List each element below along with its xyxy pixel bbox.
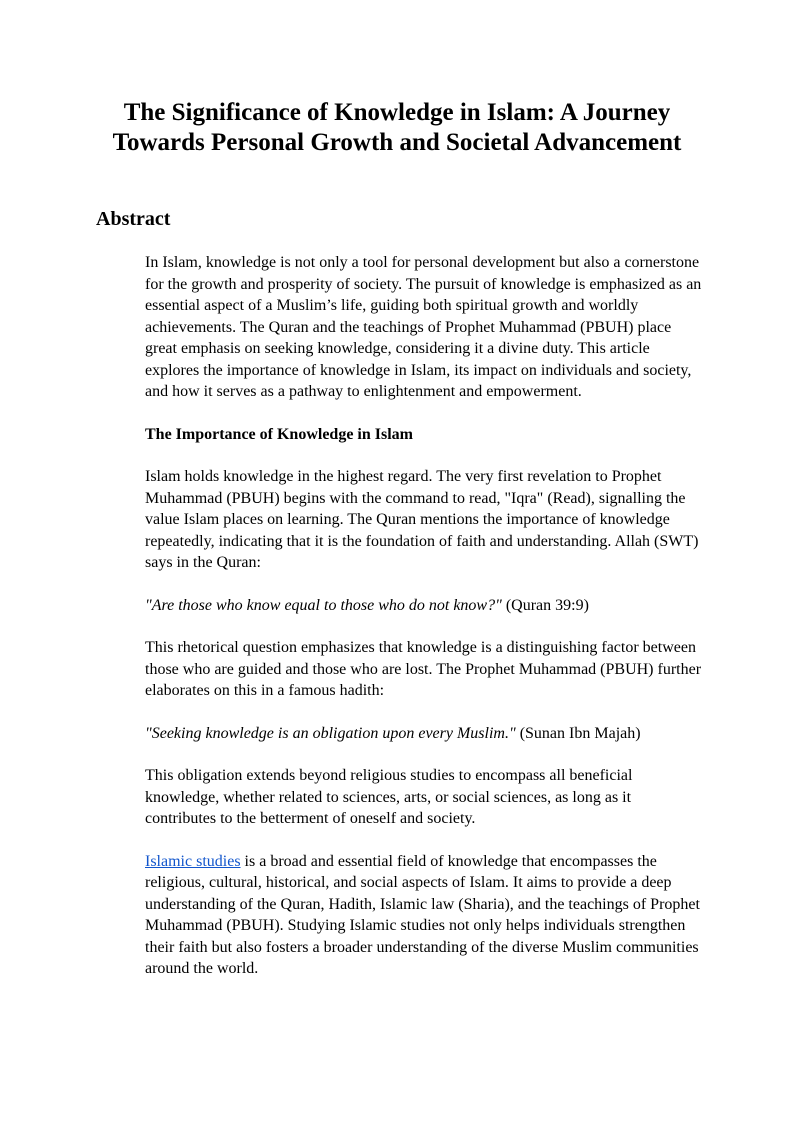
section-heading: The Importance of Knowledge in Islam bbox=[145, 425, 413, 443]
abstract-paragraph: In Islam, knowledge is not only a tool for personal development but also a cornerstone for the growth and prosperity of society. The pursuit of knowledge is emphasized as an essential aspect of a Muslim’s life, guiding both spiritual growth and worldly achievements. The Quran and the teachings of Prophet Muhammad (PBUH) place great emphasis on seeking knowledge, considering it a divine duty. This article explores the importance of knowledge in Islam, its impact on individuals and society, and how it serves as a pathway to enlightenment and empowerment. bbox=[145, 254, 702, 400]
quote-1-source: (Quran 39:9) bbox=[501, 596, 589, 614]
body-paragraph-1: Islam holds knowledge in the highest regard. The very first revelation to Prophet Muhammad (PBUH) begins with the command to read, "Iqra" (Read), signalling the value Islam places on learning. The Quran mentions the importance of knowledge repeatedly, indicating that it is the foundation of faith and understanding. Allah (SWT) says in the Quran: bbox=[145, 468, 699, 571]
quote-2-source: (Sunan Ibn Majah) bbox=[515, 724, 641, 742]
islamic-studies-link[interactable]: Islamic studies bbox=[145, 852, 241, 870]
quote-paragraph-2 bbox=[145, 723, 705, 745]
body-paragraph-3: This obligation extends beyond religious studies to encompass all beneficial knowledge, whether related to sciences, arts, or social sciences, as long as it contributes to the betterment of oneself and society. bbox=[145, 767, 633, 827]
body-paragraph-4-text: is a broad and essential field of knowledge that encompasses the religious, cultural, historical, and social aspects of Islam. It aims to provide a deep understanding of the Quran, Hadith, Islamic law (Sharia), and the teachings of Prophet Muhammad (PBUH). Studying Islamic studies not only helps individuals strengthen their faith but also fosters a broader understanding of the diverse Muslim communities around the world. bbox=[145, 852, 700, 977]
document-body bbox=[145, 252, 705, 1001]
body-paragraph-2: This rhetorical question emphasizes that knowledge is a distinguishing factor between those who are guided and those who are lost. The Prophet Muhammad (PBUH) further elaborates on this in a famous hadith: bbox=[145, 639, 702, 699]
quote-1-text: "Are those who know equal to those who do not know?" bbox=[145, 596, 502, 614]
body-paragraph-4 bbox=[145, 851, 705, 980]
quote-paragraph-1 bbox=[145, 595, 705, 617]
abstract-heading: Abstract bbox=[96, 208, 171, 230]
document-title: The Significance of Knowledge in Islam: A Journey Towards Personal Growth and Societal Advancement bbox=[112, 99, 682, 156]
quote-2-text: "Seeking knowledge is an obligation upon every Muslim." bbox=[145, 724, 516, 742]
